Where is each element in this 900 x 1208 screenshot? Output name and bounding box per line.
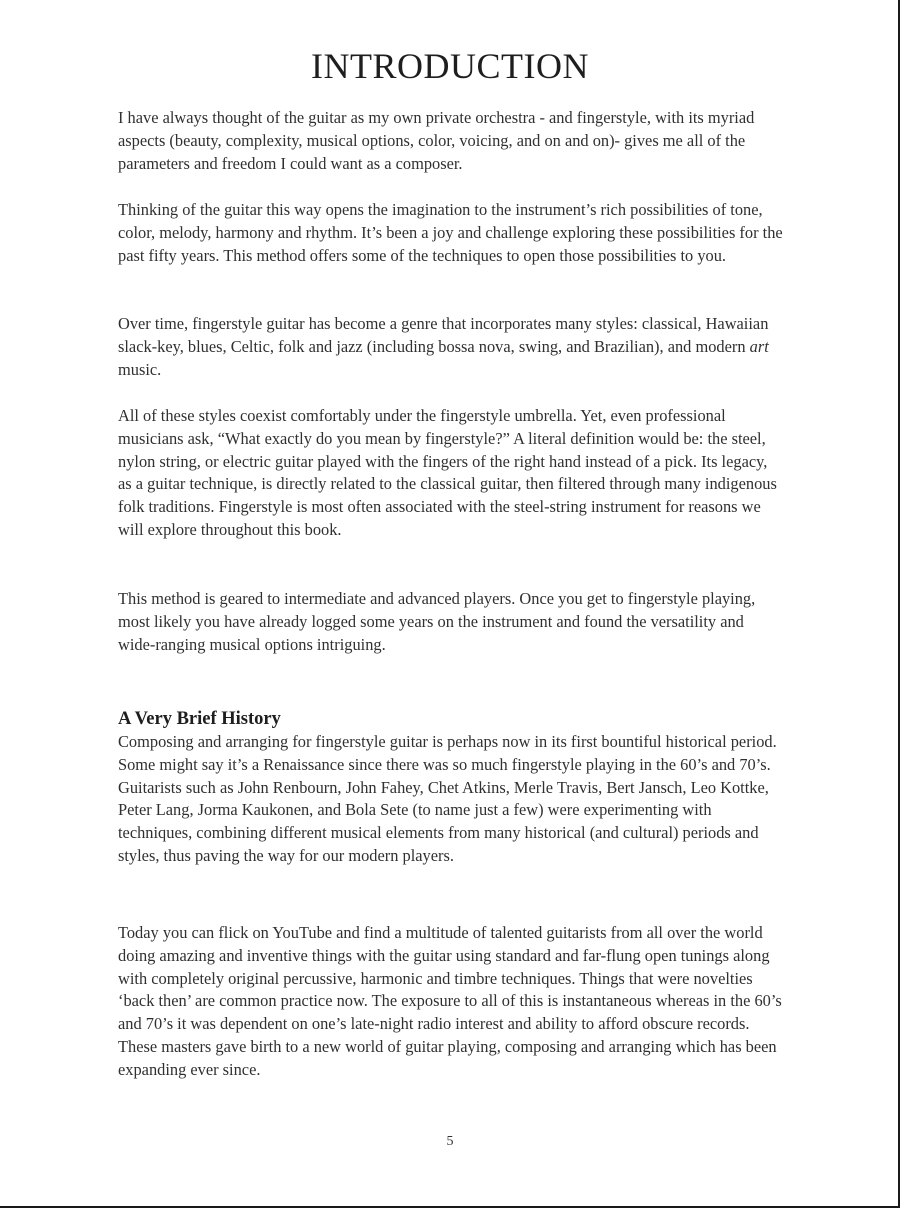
section-heading-history: A Very Brief History — [118, 709, 281, 729]
page-title: INTRODUCTION — [311, 46, 589, 86]
intro-paragraph-3-text-end: music. — [118, 359, 162, 379]
history-paragraph-1: Composing and arranging for fingerstyle guitar is perhaps now in its first bountiful historical period. Some might say it’s a Renaissance since there was so much fingerstyle playing in the 60’s and 70’s. Guitarists such as John Renbourn, John Fahey, Chet Atkins, Merle Travis, Bert Jansch, Leo Kottke, Peter Lang, Jorma Kaukonen, and Bola Sete (to name just a few) were experimenting with techniques, combining different musical elements from many historical (and cultural) periods and styles, thus paving the way for our modern players. — [118, 732, 777, 865]
intro-paragraph-3-text-start: Over time, fingerstyle guitar has become a genre that incorporates many styles: classical, Hawaiian slack-key, blues, Celtic, folk and jazz (including bossa nova, swing, and Brazilian), and modern — [118, 314, 769, 356]
intro-paragraph-5: This method is geared to intermediate and advanced players. Once you get to fingerstyle playing, most likely you have already logged some years on the instrument and found the versatility and wide-ranging musical options intriguing. — [118, 589, 756, 654]
intro-paragraph-3-emphasis: art — [749, 336, 769, 356]
history-paragraph-2: Today you can flick on YouTube and find a multitude of talented guitarists from all over the world doing amazing and inventive things with the guitar using standard and far-flung open tunings along with completely original percussive, harmonic and timbre techniques. Things that were novelties ‘back then’ are common practice now. The exposure to all of this is instantaneous whereas in the 60’s and 70’s it was dependent on one’s late-night radio interest and ability to afford obscure records. These masters gave birth to a new world of guitar playing, composing and arranging which has been expanding ever since. — [118, 923, 782, 1079]
intro-paragraph-1: I have always thought of the guitar as my own private orchestra - and fingerstyle, with its myriad aspects (beauty, complexity, musical options, color, voicing, and on and on)- gives me all of the parameters and freedom I could want as a composer. — [118, 108, 755, 173]
intro-paragraph-3 — [118, 313, 783, 381]
page-number: 5 — [446, 1134, 454, 1149]
intro-paragraph-4: All of these styles coexist comfortably under the fingerstyle umbrella. Yet, even professional musicians ask, “What exactly do you mean by fingerstyle?” A literal definition would be: the steel, nylon string, or electric guitar played with the fingers of the right hand instead of a pick. Its legacy, as a guitar technique, is directly related to the classical guitar, then filtered through many indigenous folk traditions. Fingerstyle is most often associated with the steel-string instrument for reasons we will explore throughout this book. — [118, 406, 777, 539]
intro-paragraph-2: Thinking of the guitar this way opens the imagination to the instrument’s rich possibilities of tone, color, melody, harmony and rhythm. It’s been a joy and challenge exploring these possibilities for the past fifty years. This method offers some of the techniques to open those possibilities to you. — [118, 200, 783, 265]
